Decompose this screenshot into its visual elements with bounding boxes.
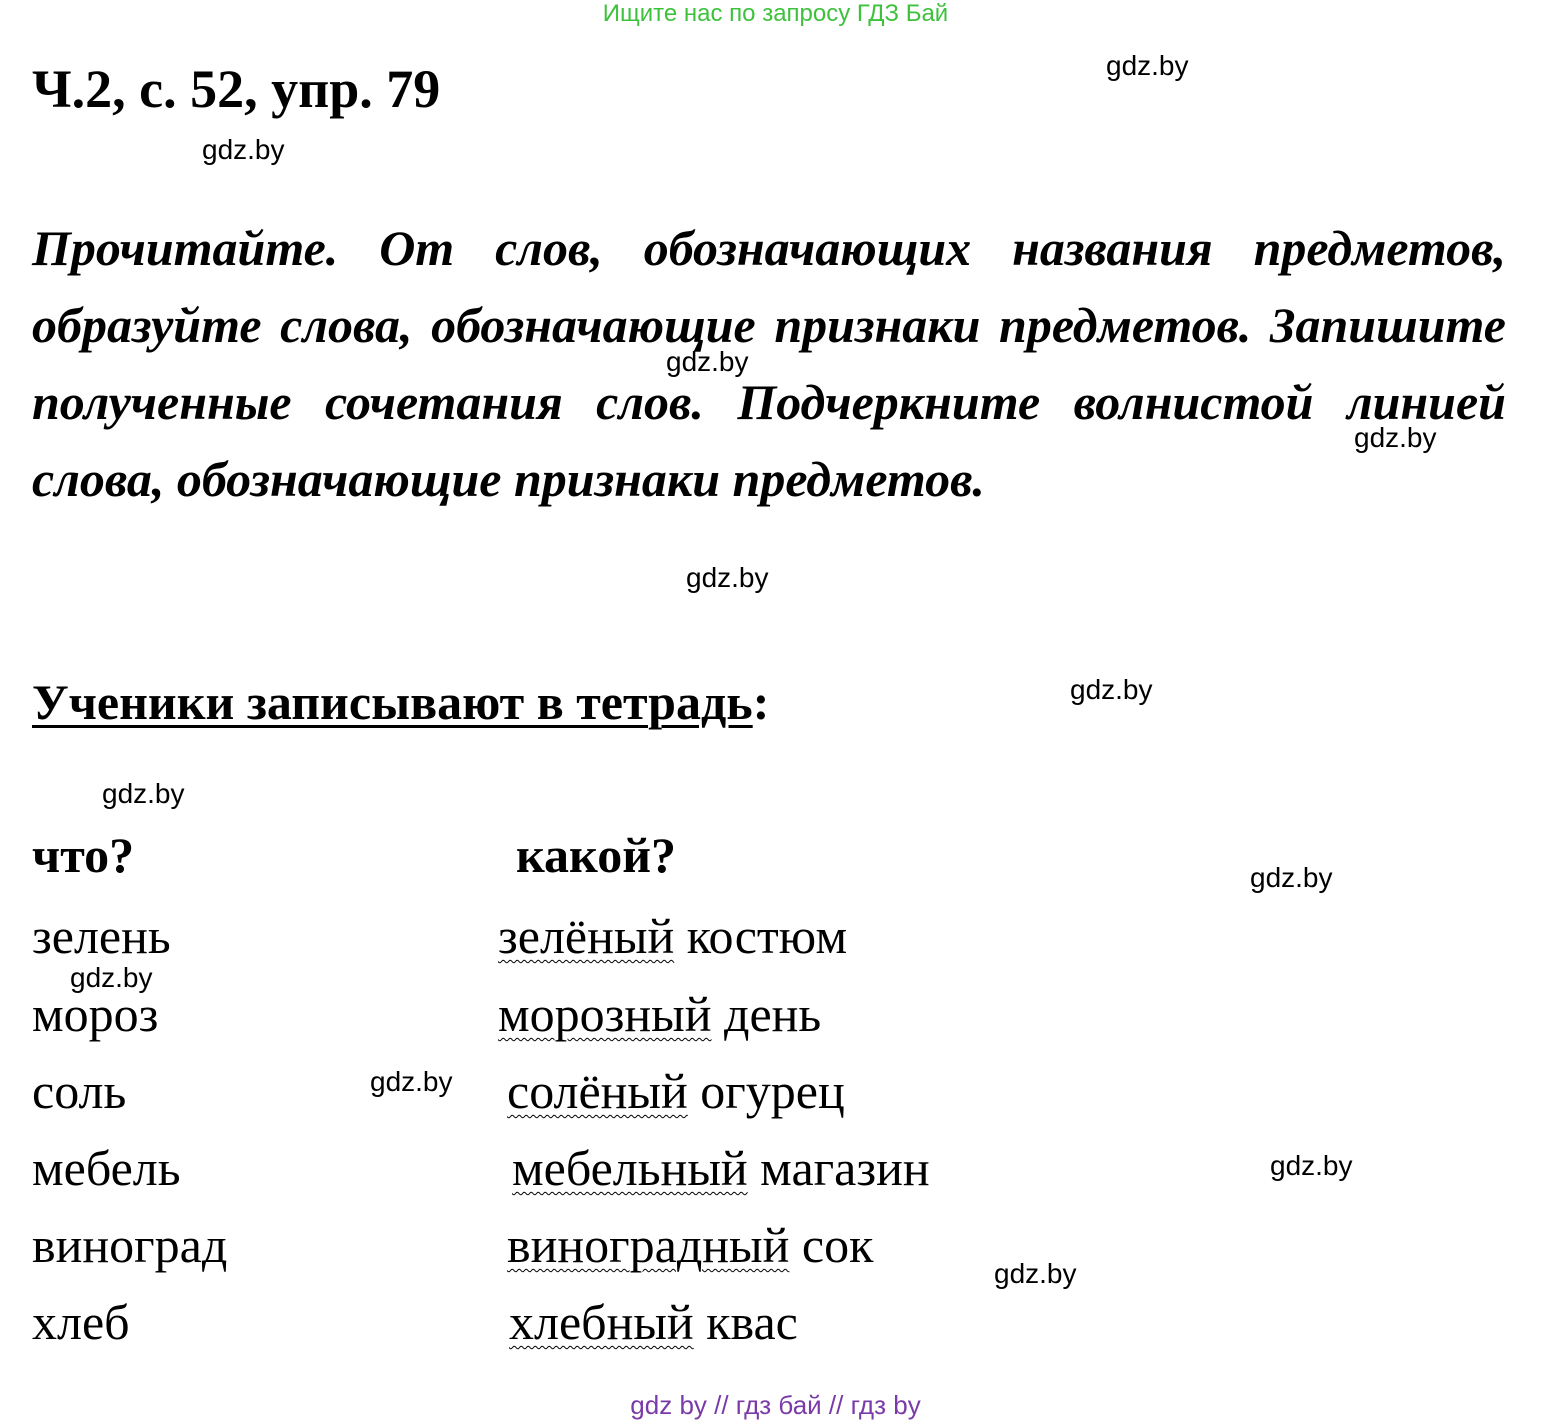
footer-links: gdz by // гдз бай // гдз by: [630, 1390, 921, 1420]
watermark: gdz.by: [1070, 674, 1153, 705]
watermark: gdz.by: [70, 962, 153, 993]
noun-word: виноград: [32, 1217, 228, 1273]
pair-noun: огурец: [700, 1063, 845, 1119]
adjective-word: виноградный: [507, 1217, 790, 1273]
word-pair: [507, 1216, 873, 1274]
adjective-word: зелёный: [498, 908, 675, 964]
word-pair: [498, 985, 821, 1043]
noun-word: мороз: [32, 986, 159, 1042]
adjective-word: хлебный: [509, 1294, 694, 1350]
watermark: gdz.by: [1106, 50, 1189, 81]
pair-noun: костюм: [686, 908, 848, 964]
watermark: gdz.by: [1270, 1150, 1353, 1181]
watermark: gdz.by: [370, 1066, 453, 1097]
watermark: gdz.by: [1354, 422, 1437, 453]
adjective-word: мебельный: [512, 1140, 748, 1196]
word-pair: [507, 1062, 845, 1120]
answer-heading-text: Ученики записывают в тетрадь: [32, 674, 753, 730]
word-pair: [498, 907, 847, 965]
noun-word: мебель: [32, 1140, 181, 1196]
watermark: gdz.by: [686, 562, 769, 593]
noun-word: зелень: [32, 908, 171, 964]
noun-word: соль: [32, 1063, 127, 1119]
adjective-word: солёный: [507, 1063, 688, 1119]
word-pair: [509, 1293, 798, 1351]
top-banner: Ищите нас по запросу ГДЗ Бай: [602, 0, 949, 27]
watermark: gdz.by: [666, 346, 749, 377]
pair-noun: сок: [801, 1217, 874, 1273]
word-pair: [512, 1139, 930, 1197]
pair-noun: квас: [706, 1294, 798, 1350]
pair-noun: магазин: [760, 1140, 930, 1196]
noun-word: хлеб: [32, 1294, 130, 1350]
answer-heading: [32, 673, 769, 731]
pair-noun: день: [724, 986, 822, 1042]
watermark: gdz.by: [1250, 862, 1333, 893]
adjective-word: морозный: [498, 986, 712, 1042]
column-header-which: какой?: [516, 827, 677, 883]
task-text: Прочитайте. От слов, обозначающих названия предметов, образуйте слова, обозначающие признаки предметов. Запишите полученные сочетания слов. Подчеркните волнистой линией слова, обозначающие признаки предметов.: [32, 220, 1506, 507]
watermark: gdz.by: [202, 134, 285, 165]
column-header-what: что?: [32, 827, 135, 883]
watermark: gdz.by: [102, 778, 185, 809]
watermark: gdz.by: [994, 1258, 1077, 1289]
answer-heading-colon: :: [752, 674, 770, 730]
page-title: Ч.2, с. 52, упр. 79: [32, 59, 441, 119]
